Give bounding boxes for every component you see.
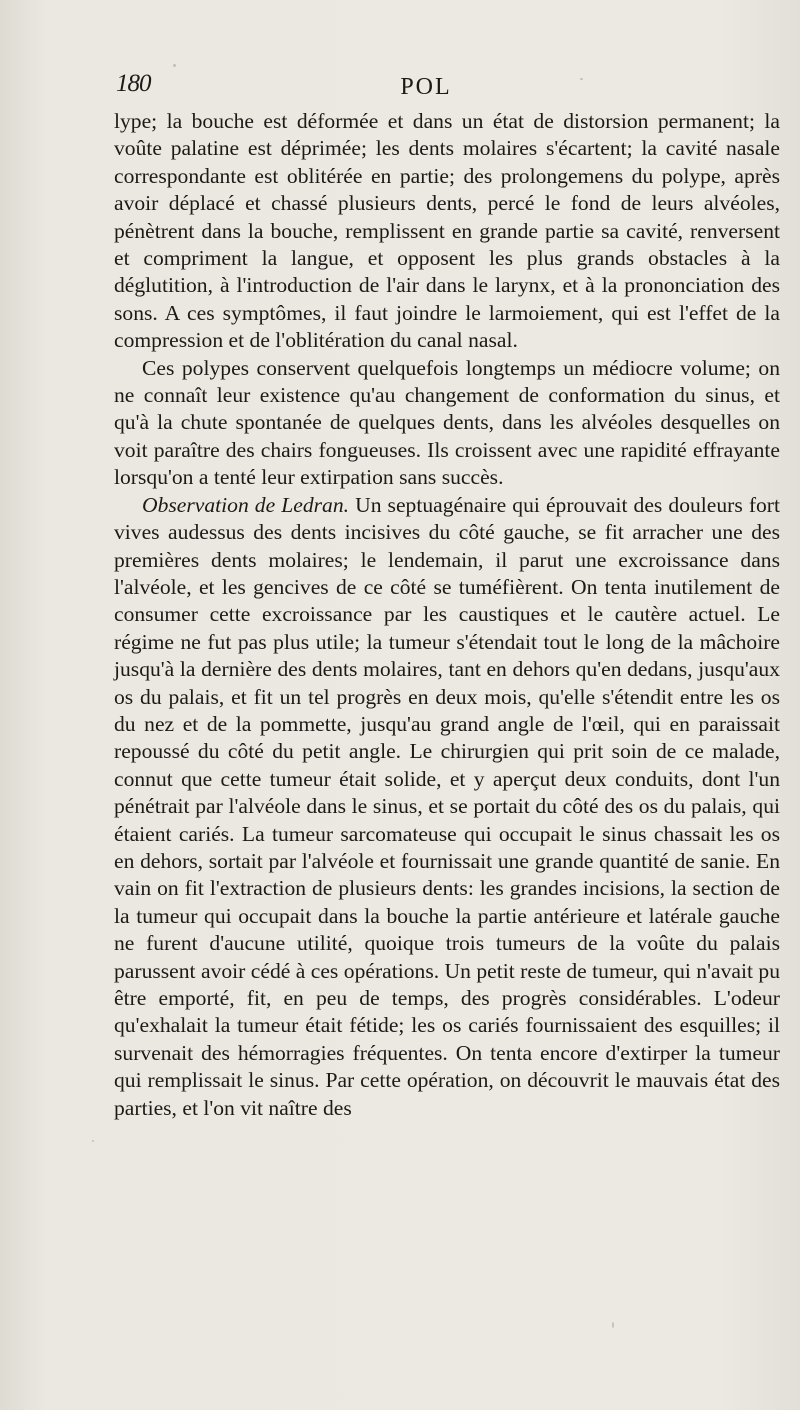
- ink-speck: [612, 1322, 614, 1328]
- observation-text: Un septuagénaire qui éprouvait des douleurs fort vives audessus des dents incisives du côté gauche, se fit arracher une des premières dents molaires; le lendemain, il parut une excroissance dans l'alvéole, et les gencives de ce côté se tuméfièrent. On tenta inutilement de consumer cette excroissance par les caustiques et le cautère actuel. Le régime ne fut pas plus utile; la tumeur s'étendait tout le long de la mâchoire jusqu'à la dernière des dents molaires, tant en dehors qu'en dedans, jusqu'aux os du palais, et fit un tel progrès en deux mois, qu'elle s'étendit entre les os du nez et de la pommette, jusqu'au grand angle de l'œil, qui en paraissait repoussé du côté du petit angle. Le chirurgien qui prit soin de ce malade, connut que cette tumeur était solide, et y aperçut deux conduits, dont l'un pénétrait par l'alvéole dans le sinus, et se portait du côté des os du palais, qui étaient cariés. La tumeur sarcomateuse qui occupait le sinus chassait les os en dehors, sortait par l'alvéole et fournissait une grande quantité de sanie. En vain on fit l'extraction de plusieurs dents: les grandes incisions, la section de la tumeur qui occupait dans la bouche la partie antérieure et latérale gauche ne furent d'aucune utilité, quoique trois tumeurs de la voûte du palais parussent avoir cédé à ces opérations. Un petit reste de tumeur, qui n'avait pu être emporté, fit, en peu de temps, des progrès considérables. L'odeur qu'exhalait la tumeur était fétide; les os cariés fournissaient des esquilles; il survenait des hémorragies fréquentes. On tenta encore d'extirper la tumeur qui remplissait le sinus. Par cette opération, on découvrit le mauvais état des parties, et l'on vit naître des: [114, 492, 780, 1120]
- paragraph-1: lype; la bouche est déformée et dans un état de distorsion permanent; la voûte palatine est déprimée; les dents molaires s'écartent; la cavité nasale correspondante est oblitérée en partie; des prolongemens du polype, après avoir déplacé et chassé plusieurs dents, percé le fond de leurs alvéoles, pénètrent dans la bouche, remplissent en grande partie sa cavité, renversent et compriment la langue, et opposent les plus grands obstacles à la déglutition, à l'introduction de l'air dans le larynx, et à la prononciation des sons. A ces symptômes, il faut joindre le larmoiement, qui est l'effet de la compression et de l'oblitération du canal nasal.: [114, 109, 780, 353]
- ink-speck: [92, 1140, 94, 1142]
- observation-heading: Observation de Ledran.: [142, 492, 350, 517]
- running-head: POL: [400, 74, 452, 100]
- page-header: [116, 70, 776, 104]
- paragraph-2: Ces polypes conservent quelquefois longtemps un médiocre volume; on ne connaît leur existence qu'au changement de conformation du sinus, et qu'à la chute spontanée de quelques dents, dans les alvéoles desquelles on voit paraître des chairs fongueuses. Ils croissent avec une rapidité effrayante lorsqu'on a tenté leur extirpation sans succès.: [114, 355, 780, 490]
- ink-speck: [173, 64, 176, 67]
- paragraph-3: [114, 492, 780, 1122]
- body-text: [114, 108, 780, 1122]
- page-number: 180: [116, 70, 151, 97]
- ink-speck: [580, 78, 583, 80]
